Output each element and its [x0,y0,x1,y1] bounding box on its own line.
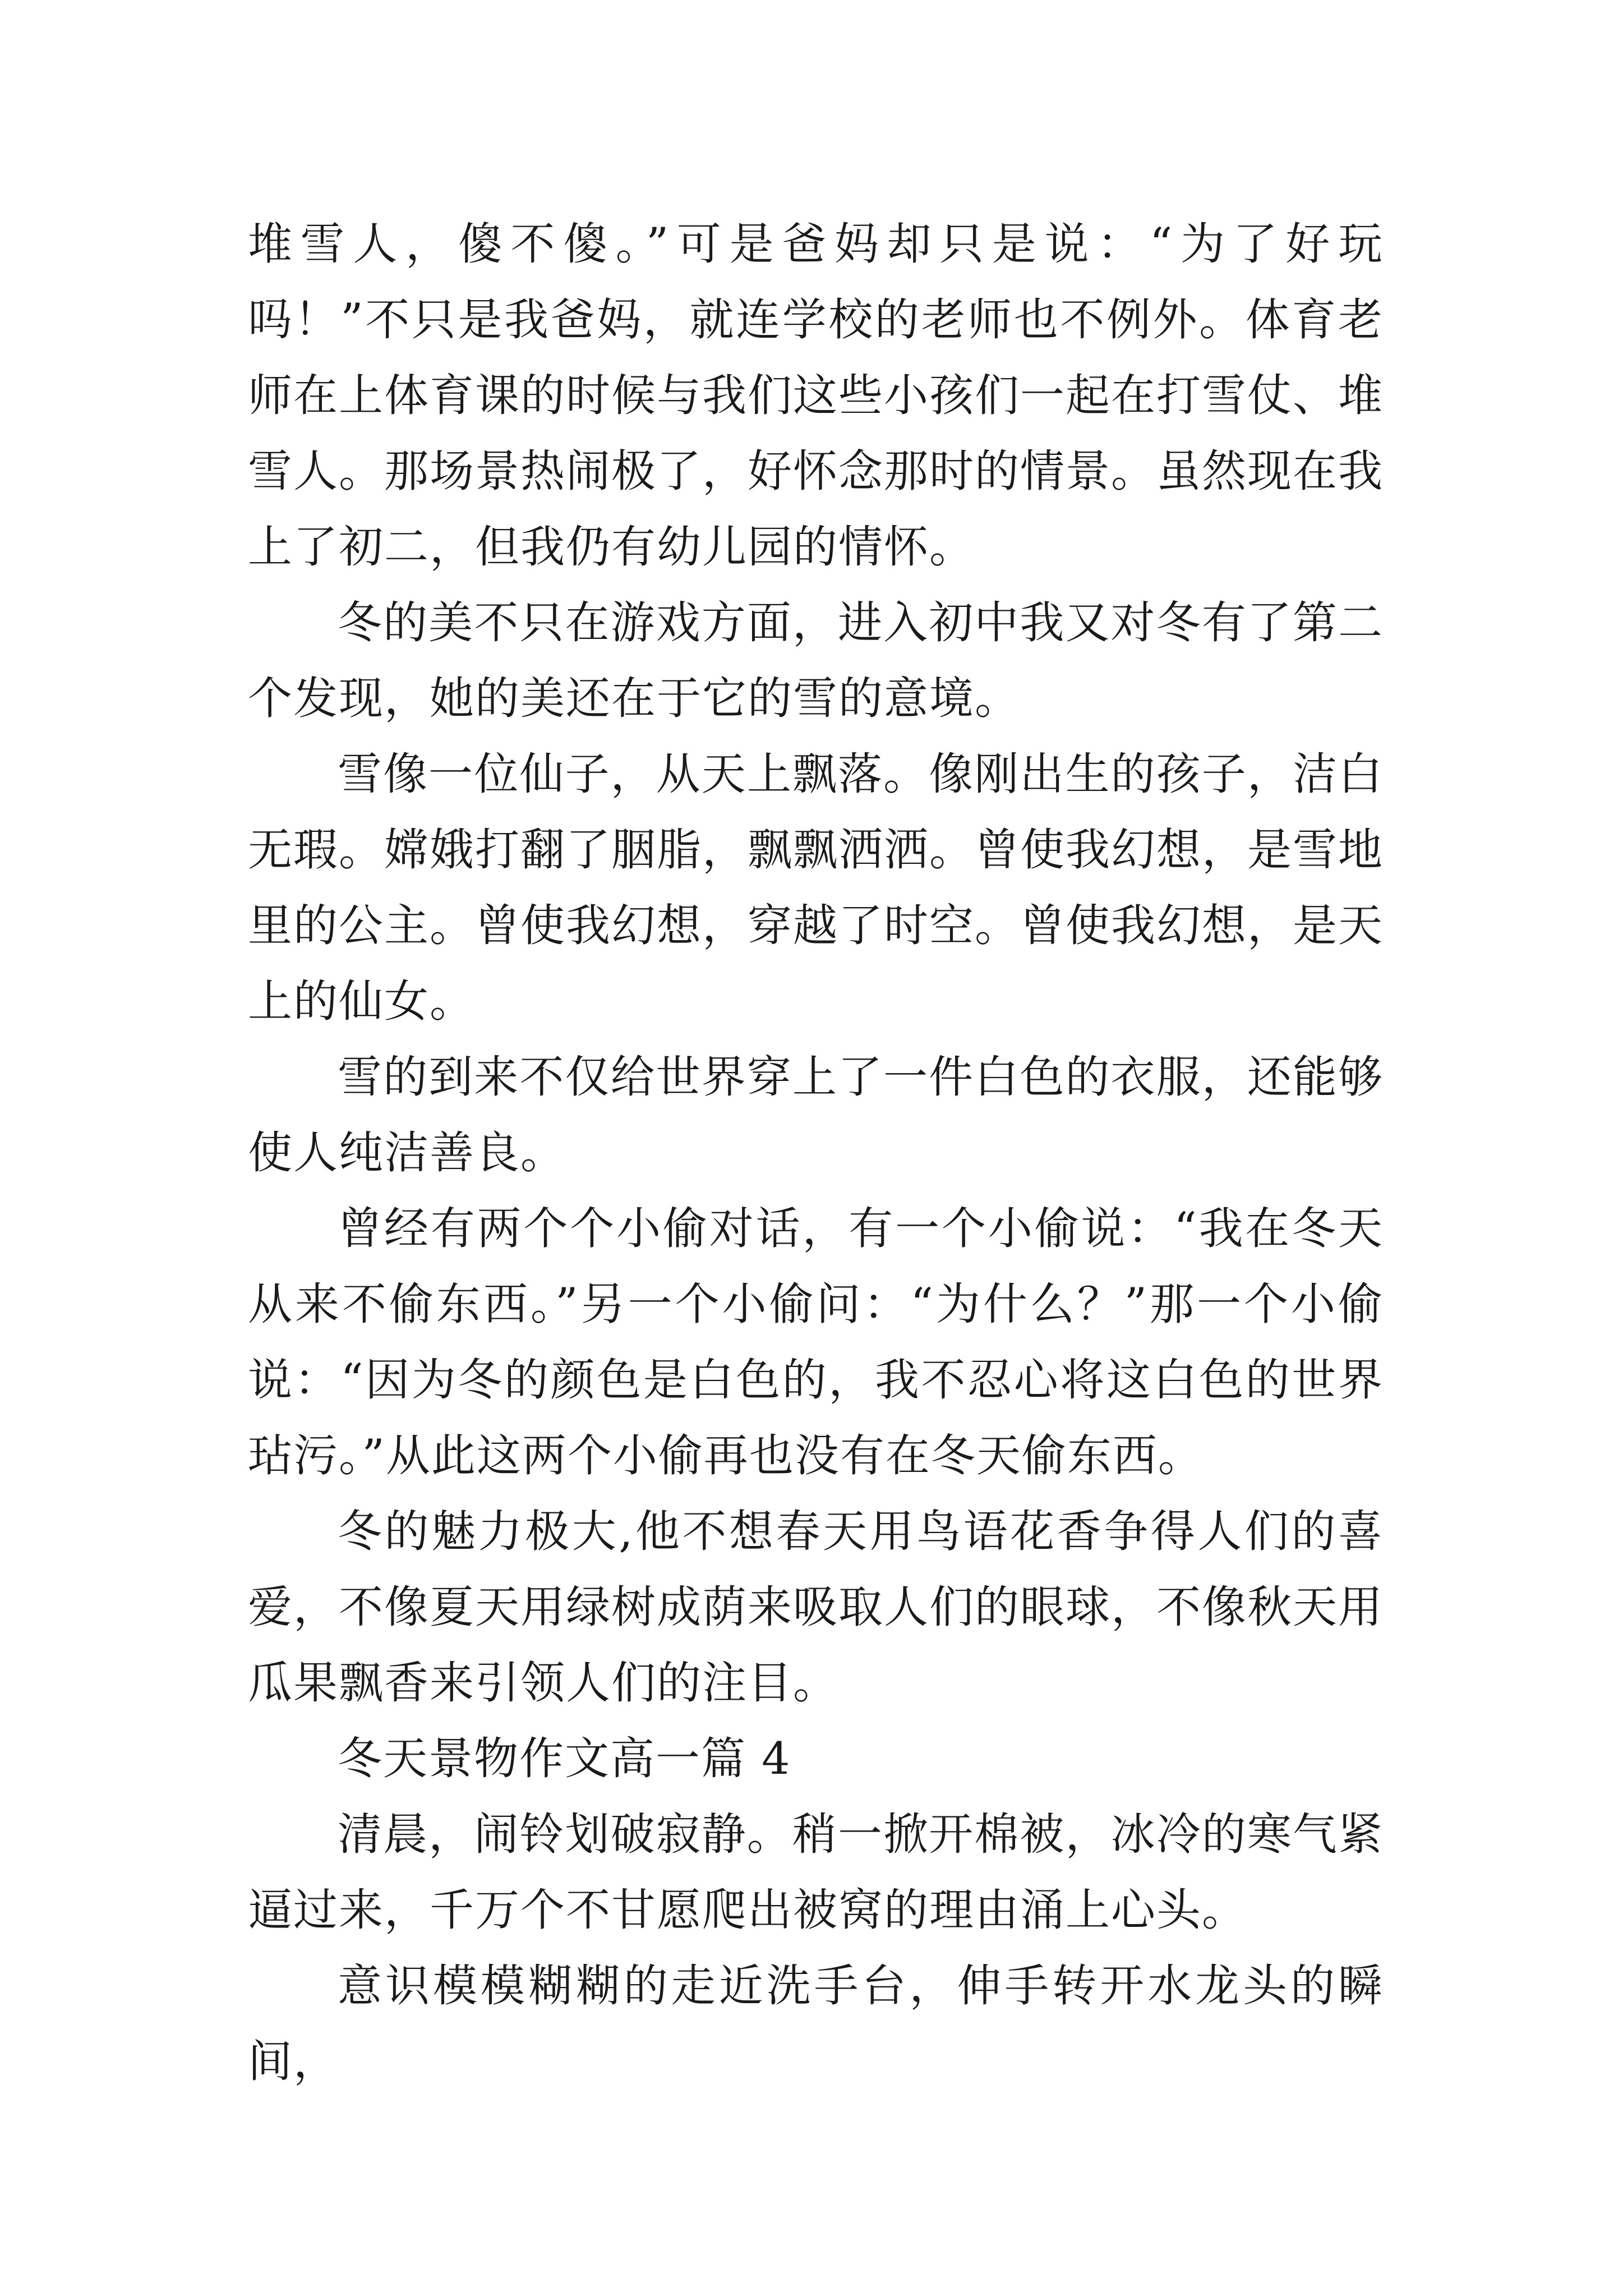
section-heading: 冬天景物作文高一篇 4 [338,1733,791,1784]
paragraph: 曾经有两个个小偷对话，有一个小偷说：“我在冬天从来不偷东西。”另一个小偷问：“为什么？”那一个小偷说：“因为冬的颜色是白色的，我不忍心将这白色的世界玷污。”从此这两个小偷再也没有在冬天偷东西。 [248,1203,1384,1481]
paragraph: 冬的魅力极大,他不想春天用鸟语花香争得人们的喜爱，不像夏天用绿树成荫来吸取人们的眼球，不像秋天用瓜果飘香来引领人们的注目。 [248,1506,1384,1709]
paragraph: 冬的美不只在游戏方面，进入初中我又对冬有了第二个发现，她的美还在于它的雪的意境。 [248,597,1384,724]
paragraph: 清晨，闹铃划破寂静。稍一掀开棉被，冰冷的寒气紧逼过来，千万个不甘愿爬出被窝的理由涌上心头。 [248,1809,1384,1936]
document-body [248,206,1384,2100]
paragraph: 雪的到来不仅给世界穿上了一件白色的衣服，还能够使人纯洁善良。 [248,1051,1384,1179]
paragraph: 雪像一位仙子，从天上飘落。像刚出生的孩子，洁白无瑕。嫦娥打翻了胭脂，飘飘洒洒。曾使我幻想，是雪地里的公主。曾使我幻想，穿越了时空。曾使我幻想，是天上的仙女。 [248,748,1384,1027]
paragraph: 意识模模糊糊的走近洗手台，伸手转开水龙头的瞬间， [248,1960,1384,2087]
paragraph-continuation: 堆雪人，傻不傻。”可是爸妈却只是说：“为了好玩吗！”不只是我爸妈，就连学校的老师也不例外。体育老师在上体育课的时候与我们这些小孩们一起在打雪仗、堆雪人。那场景热闹极了，好怀念那时的情景。虽然现在我上了初二，但我仍有幼儿园的情怀。 [248,218,1384,573]
